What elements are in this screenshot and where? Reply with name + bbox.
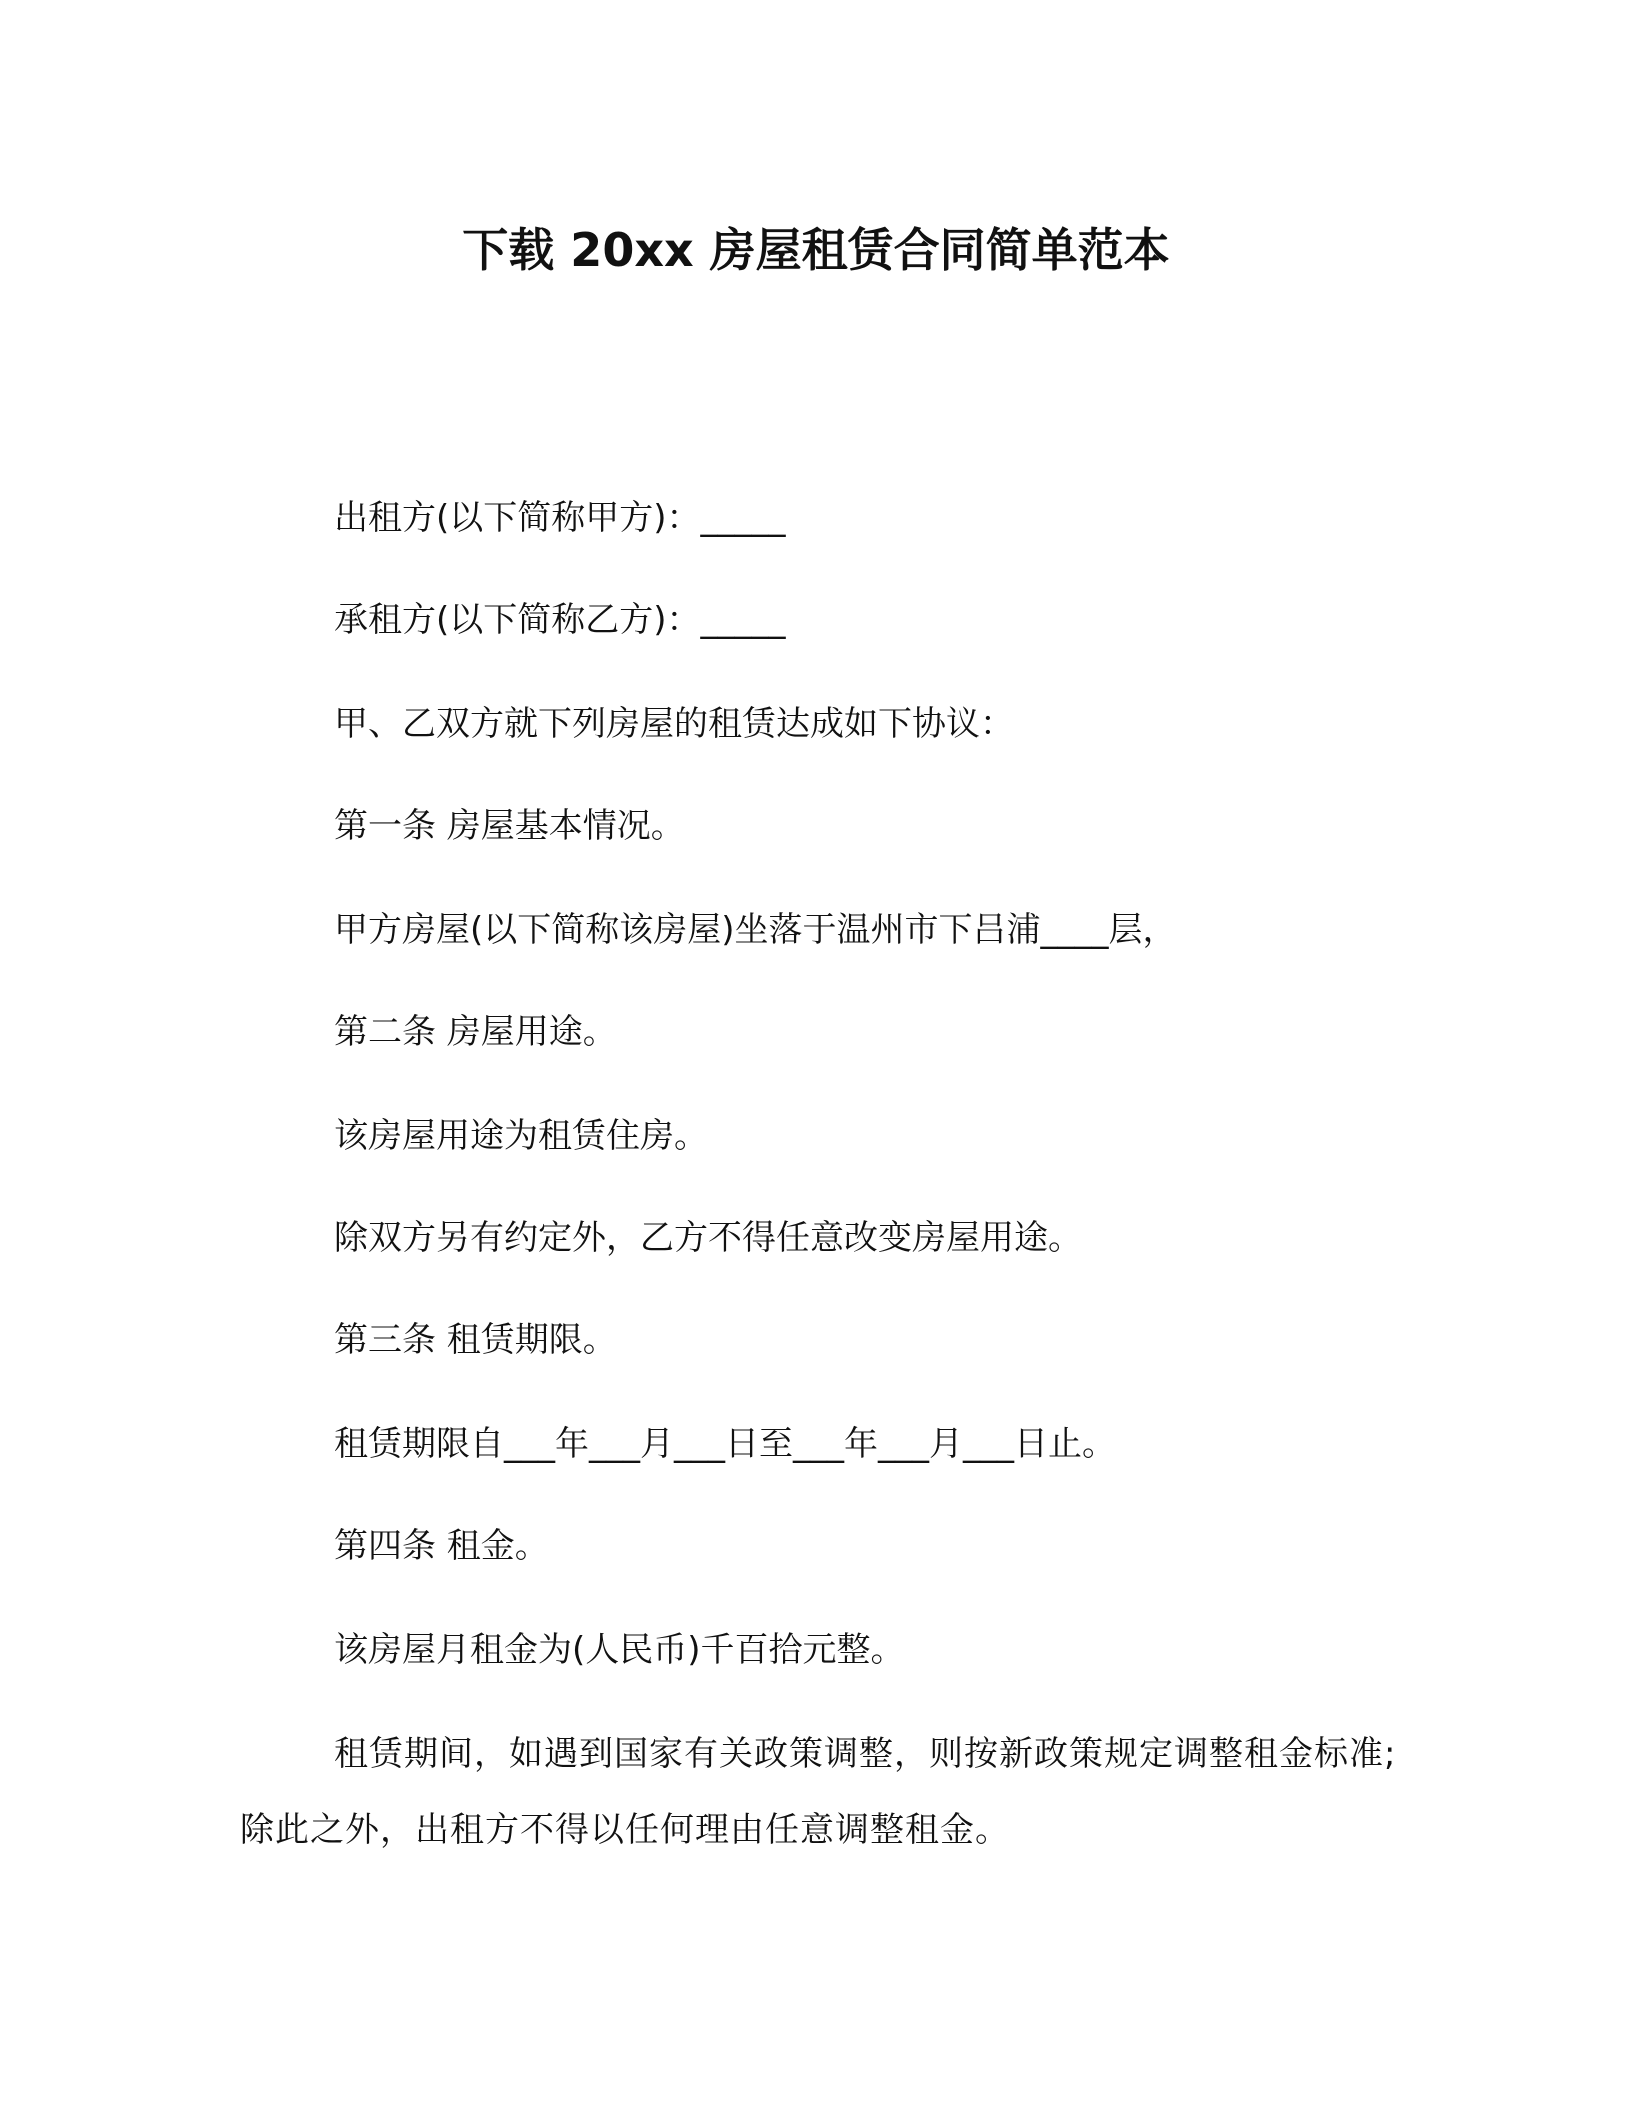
article-2-heading: 第二条 房屋用途。 [334,1012,617,1052]
article-1-body: 甲方房屋(以下简称该房屋)坐落于温州市下吕浦____层， [334,910,1177,950]
article-3-body: 租赁期限自___年___月___日至___年___月___日止。 [334,1424,1116,1464]
article-4-body-1: 该房屋月租金为(人民币)千百拾元整。 [334,1630,905,1670]
lessor-line: 出租方(以下简称甲方)：_____ [334,498,786,538]
document-title: 下载 20xx 房屋租赁合同简单范本 [462,223,1170,277]
article-4-body-2: 租赁期间，如遇到国家有关政策调整，则按新政策规定调整租金标准;除此之外，出租方不得以任何理由任意调整租金。 [240,1734,1397,1850]
article-3-heading: 第三条 租赁期限。 [334,1320,617,1360]
agreement-intro: 甲、乙双方就下列房屋的租赁达成如下协议： [334,704,1014,744]
article-2-body-1: 该房屋用途为租赁住房。 [334,1116,708,1156]
article-1-heading: 第一条 房屋基本情况。 [334,806,685,846]
lessee-line: 承租方(以下简称乙方)：_____ [334,600,786,640]
article-2-body-2: 除双方另有约定外，乙方不得任意改变房屋用途。 [334,1218,1082,1258]
article-4-heading: 第四条 租金。 [334,1526,549,1566]
